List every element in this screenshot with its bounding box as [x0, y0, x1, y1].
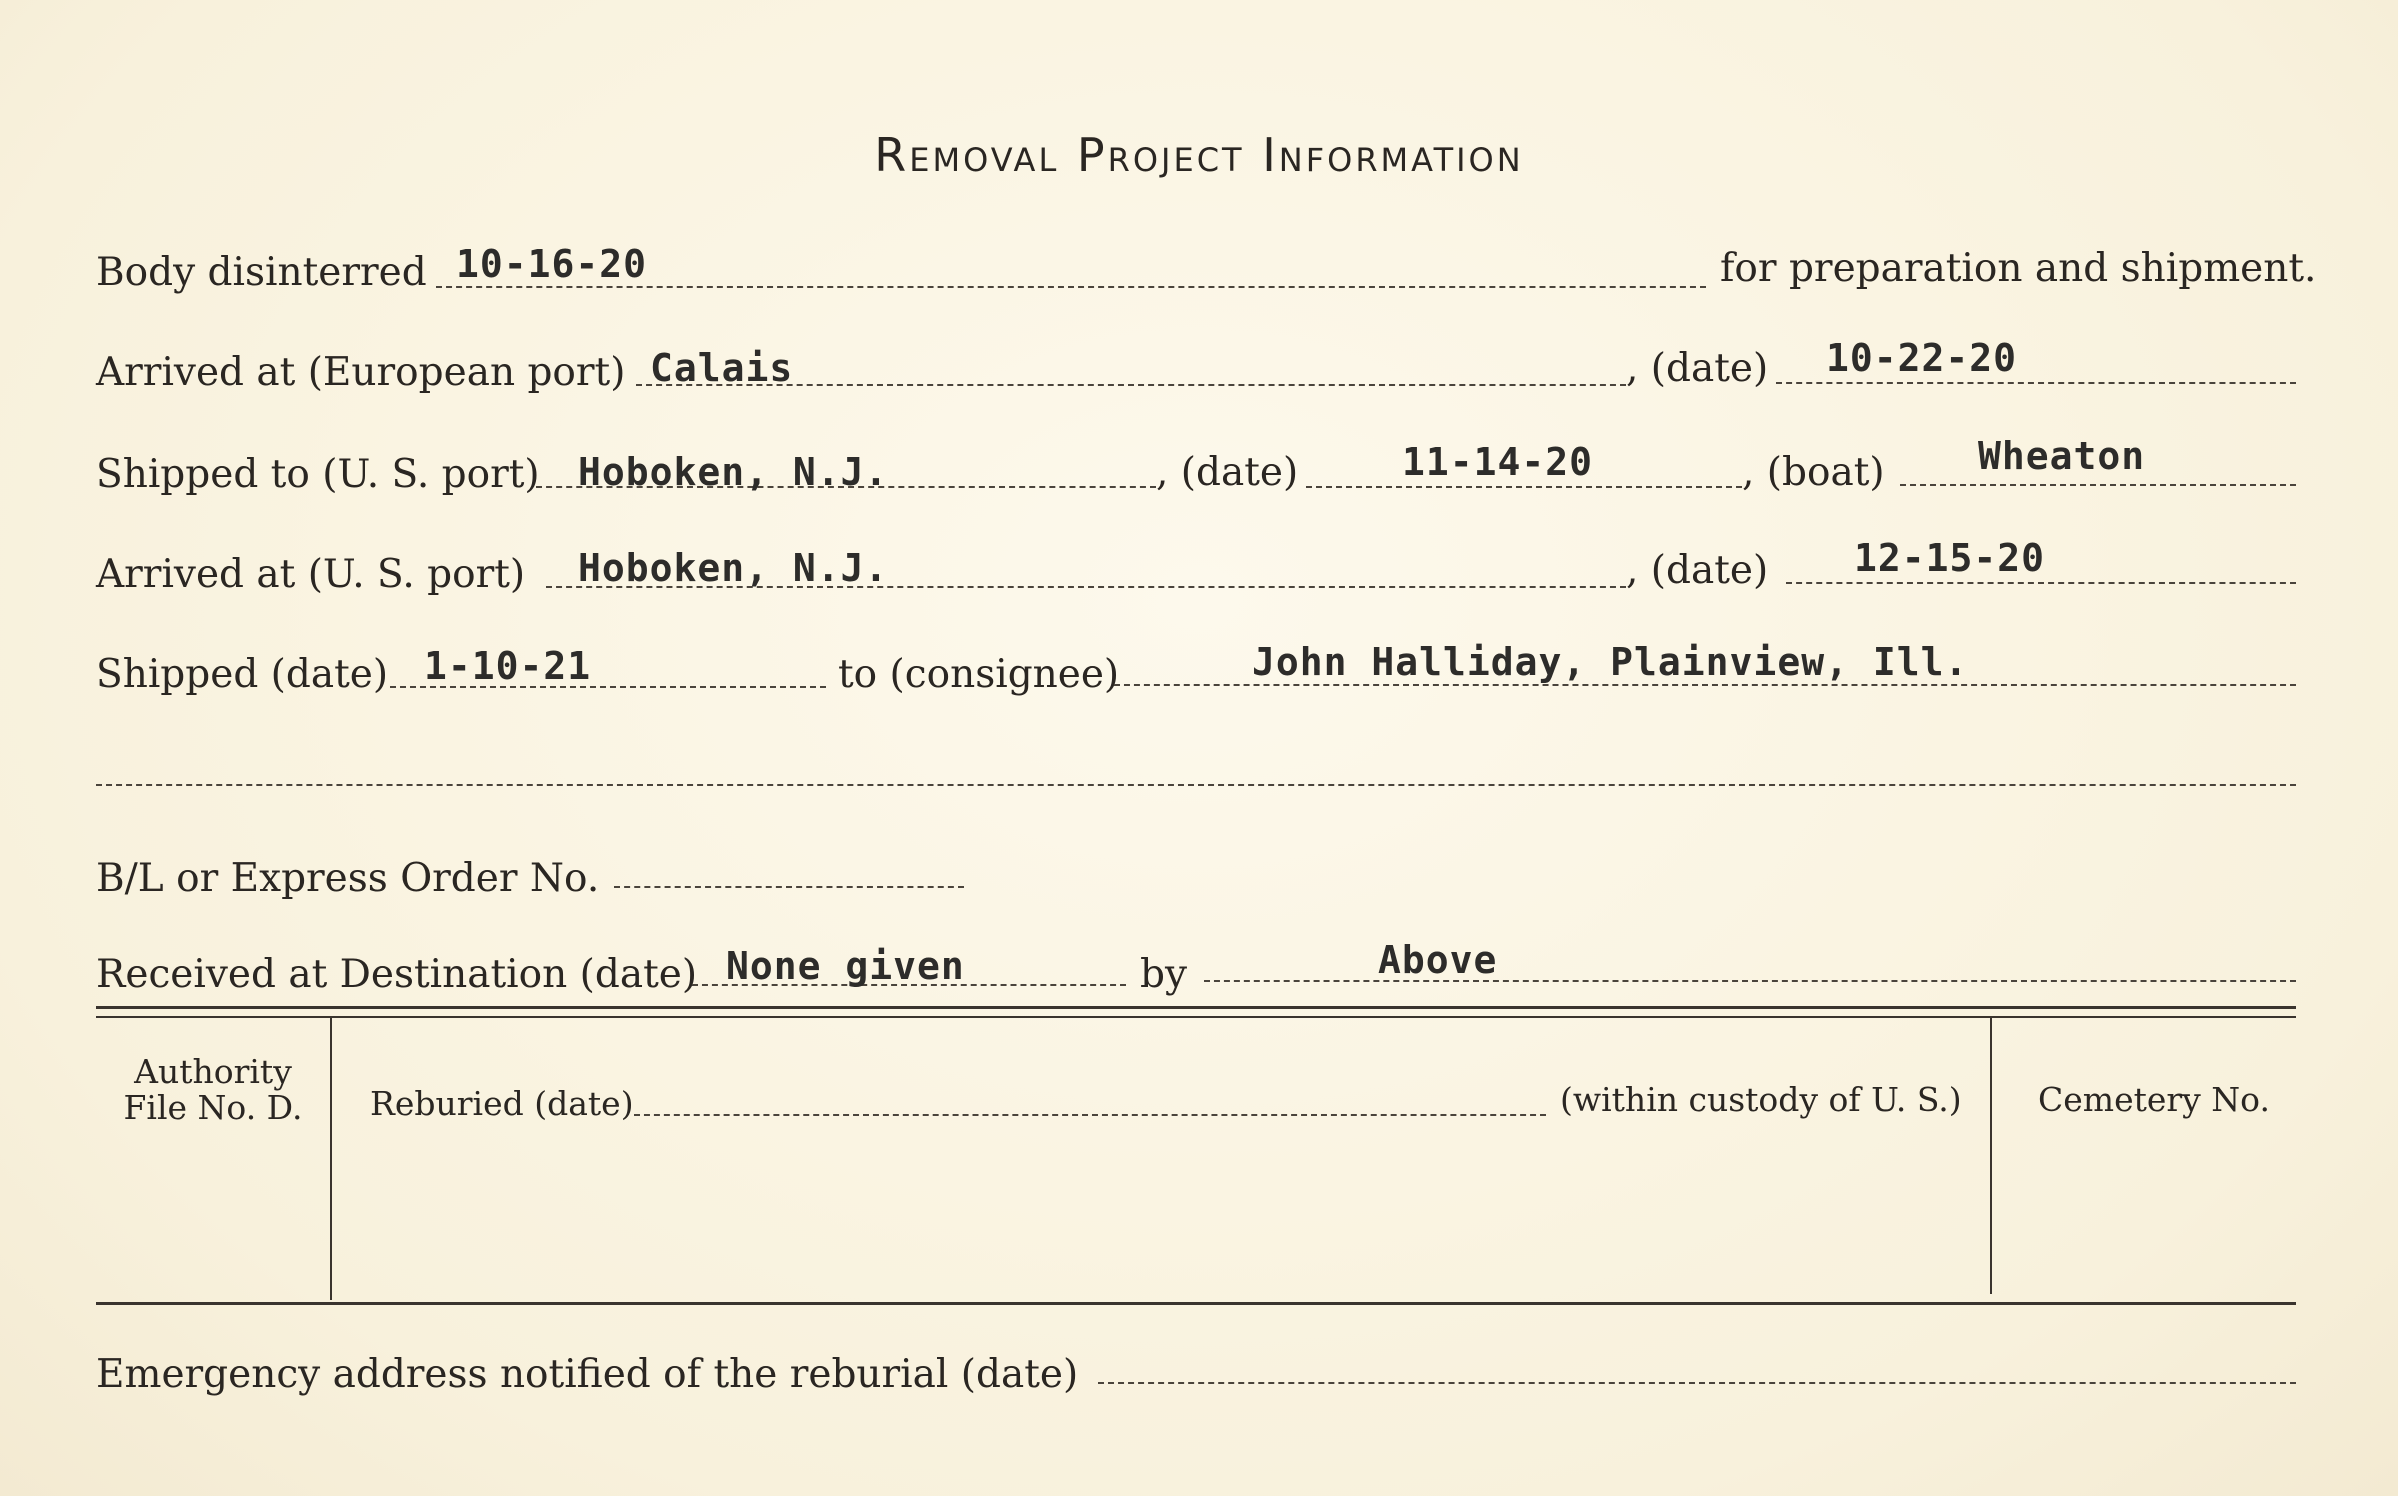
bl-order-label: B/L or Express Order No.	[96, 856, 600, 901]
boat-line	[1900, 484, 2296, 486]
consignee-value: John Halliday, Plainview, Ill.	[1252, 640, 1969, 684]
reburied-line	[634, 1114, 1546, 1116]
arrived-us-port-date: 12-15-20	[1854, 536, 2046, 580]
received-by-value: Above	[1378, 938, 1498, 982]
european-port-label: Arrived at (European port)	[96, 350, 626, 395]
shipped-us-port-label: Shipped to (U. S. port)	[96, 452, 540, 497]
body-disinterred-label: Body disinterred	[96, 250, 427, 295]
arrived-us-port-value: Hoboken, N.J.	[578, 546, 889, 590]
body-disinterred-line	[436, 286, 1706, 288]
body-disinterred-suffix: for preparation and shipment.	[1720, 246, 2317, 291]
table-top-rule-2	[96, 1016, 2296, 1018]
emergency-label: Emergency address notified of the reburial (date)	[96, 1352, 1079, 1397]
table-divider-right	[1990, 1018, 1992, 1294]
consignee-label: to (consignee)	[838, 652, 1120, 697]
authority-file-header	[96, 1054, 330, 1126]
european-port-value: Calais	[650, 346, 794, 390]
shipped-us-port-date: 11-14-20	[1402, 440, 1594, 484]
consignee-line	[1114, 684, 2296, 686]
reburied-label: Reburied (date)	[370, 1084, 634, 1123]
custody-label: (within custody of U. S.)	[1560, 1080, 1962, 1119]
blank-line	[96, 784, 2296, 786]
emergency-line	[1098, 1382, 2296, 1384]
boat-value: Wheaton	[1978, 434, 2146, 478]
received-date-value: None given	[726, 944, 965, 988]
table-bottom-rule	[96, 1302, 2296, 1305]
shipped-date-label: Shipped (date)	[96, 652, 389, 697]
european-port-date-label: , (date)	[1626, 346, 1769, 391]
cemetery-label: Cemetery No.	[2038, 1080, 2270, 1119]
arrived-us-port-label: Arrived at (U. S. port)	[96, 552, 526, 597]
authority-label: Authority	[134, 1052, 292, 1091]
shipped-us-port-date-label: , (date)	[1156, 450, 1299, 495]
european-port-date: 10-22-20	[1826, 336, 2018, 380]
arrived-us-port-date-line	[1786, 582, 2296, 584]
file-no-label: File No. D.	[123, 1088, 303, 1127]
table-divider-left	[330, 1018, 332, 1300]
received-by-line	[1204, 980, 2296, 982]
shipped-date-value: 1-10-21	[424, 644, 592, 688]
received-by-label: by	[1140, 952, 1187, 997]
shipped-us-port-value: Hoboken, N.J.	[578, 450, 889, 494]
body-disinterred-value: 10-16-20	[456, 242, 648, 286]
boat-label: , (boat)	[1742, 450, 1885, 495]
european-port-date-line	[1776, 382, 2296, 384]
received-date-label: Received at Destination (date)	[96, 952, 698, 997]
arrived-us-port-date-label: , (date)	[1626, 548, 1769, 593]
page-title: Removal Project Information	[874, 128, 1524, 182]
table-top-rule-1	[96, 1006, 2296, 1009]
bl-order-line	[614, 886, 964, 888]
shipped-us-port-date-line	[1306, 486, 1742, 488]
